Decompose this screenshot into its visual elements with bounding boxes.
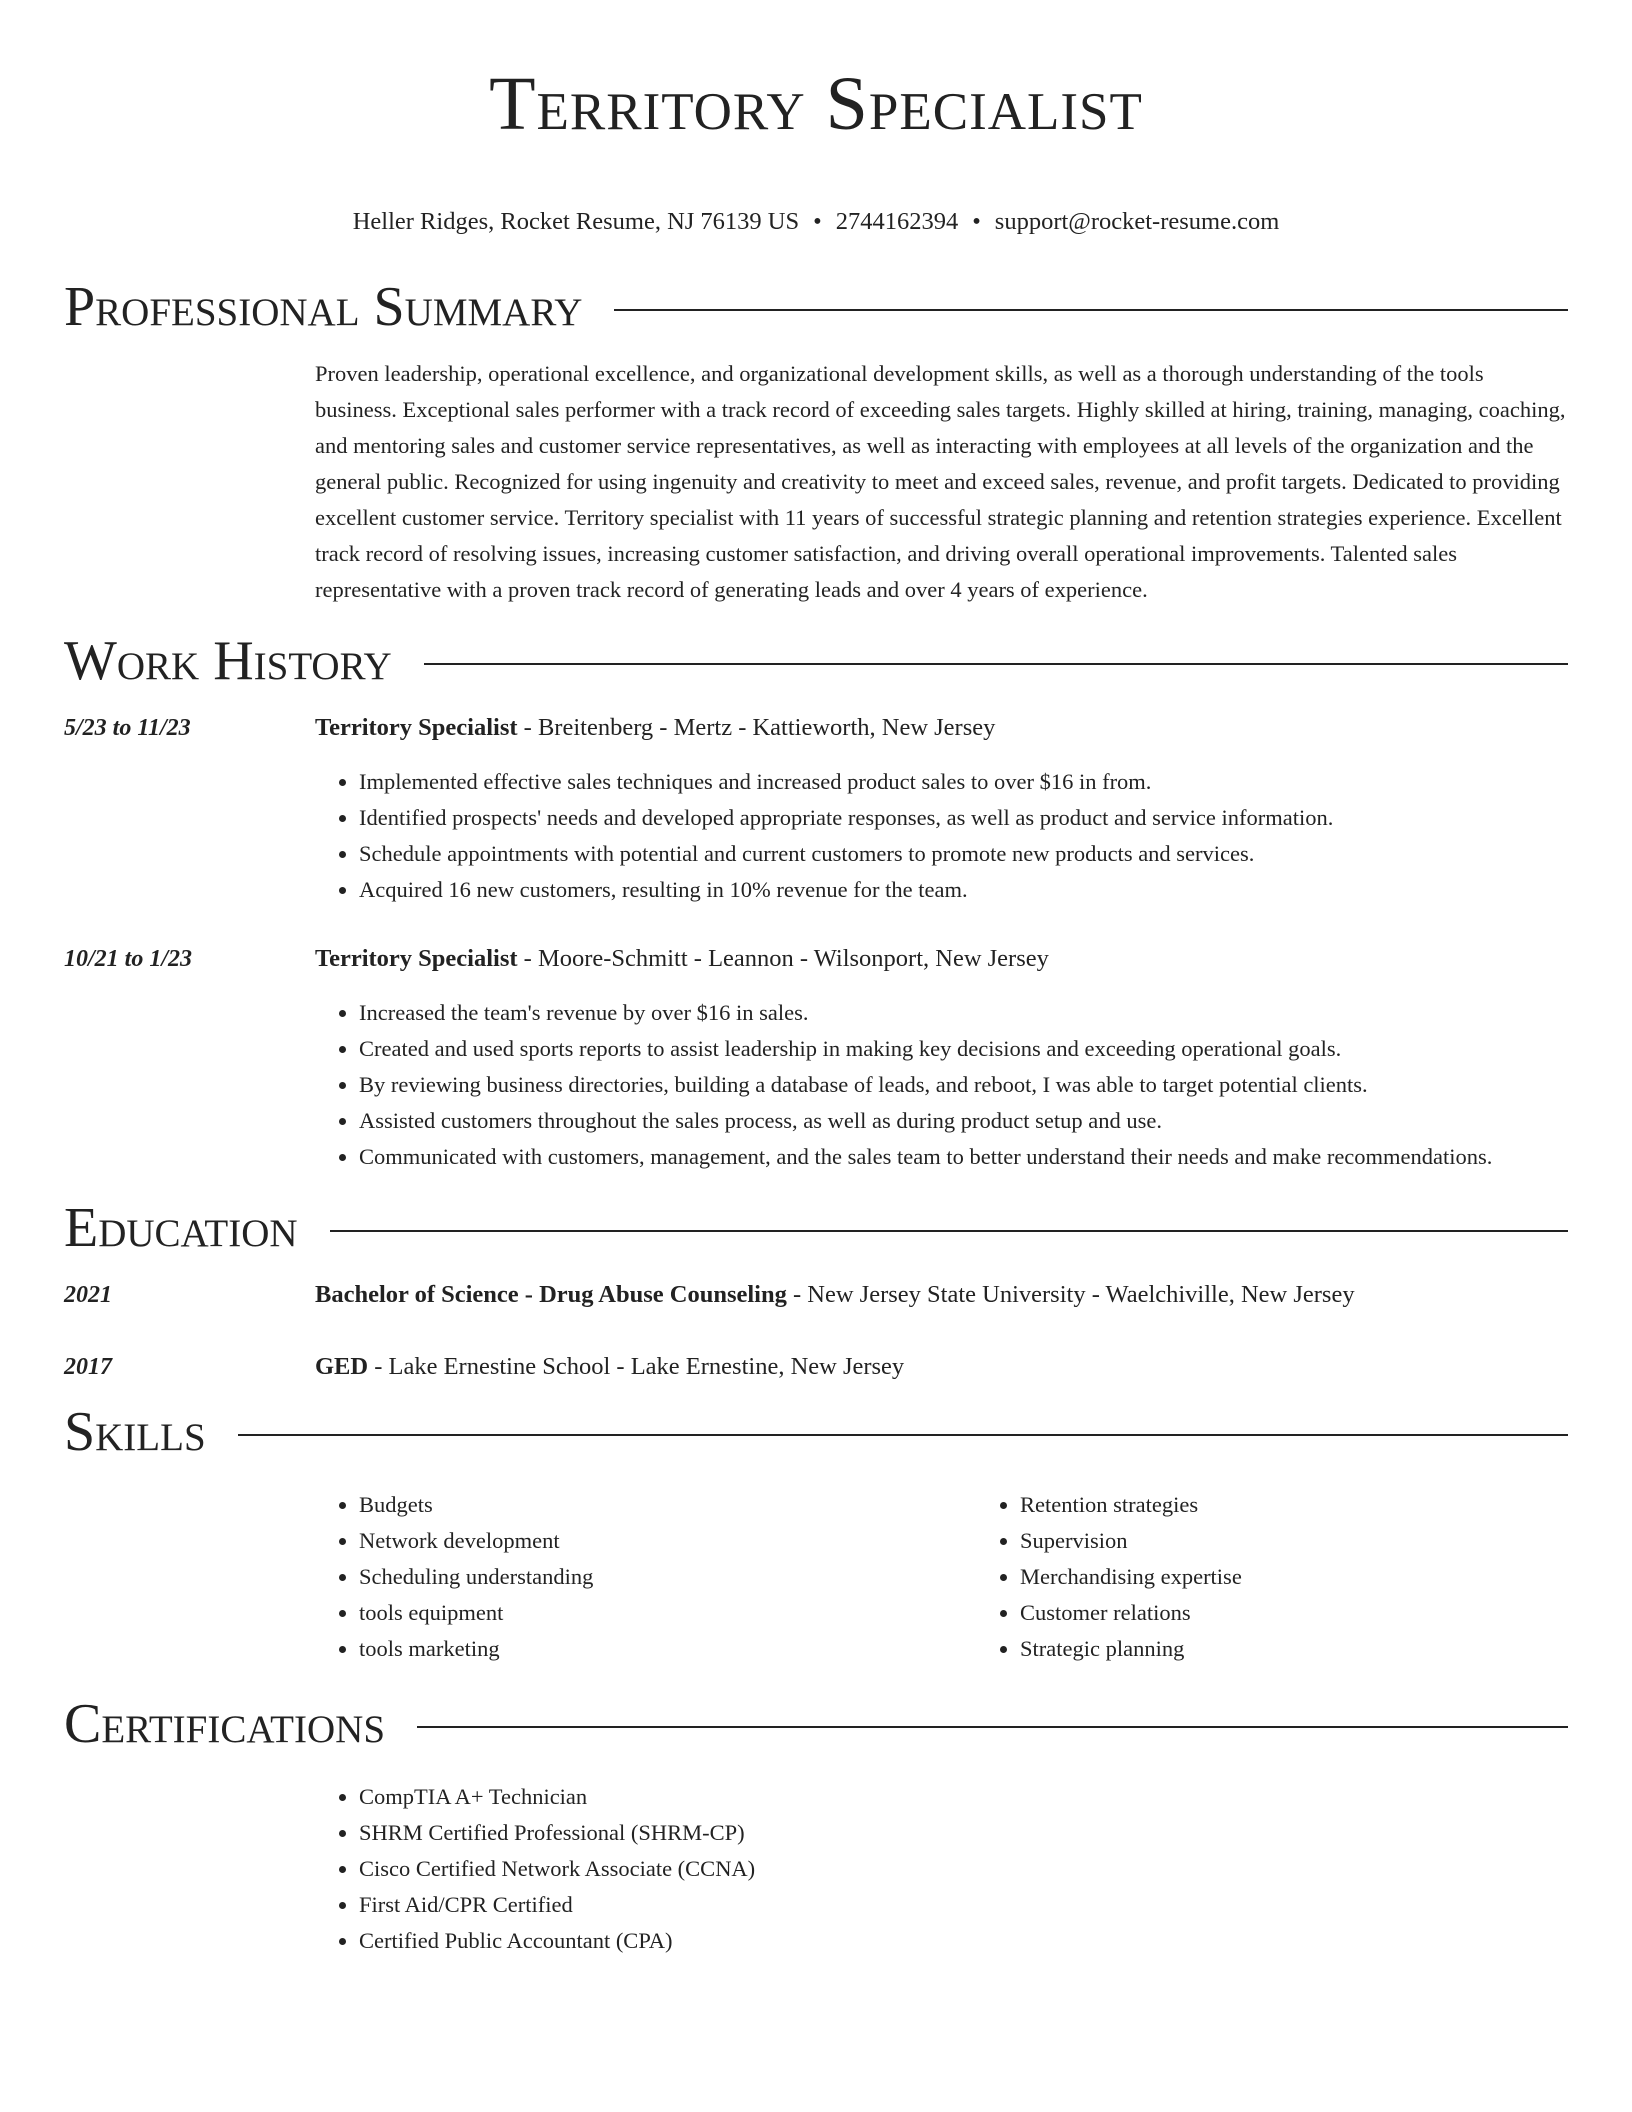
work-section-title: Work History (64, 630, 392, 692)
list-item: • Network development (359, 1523, 976, 1559)
contact-separator: • (972, 208, 981, 235)
list-item: • Acquired 16 new customers, resulting in 10% revenue for the team. (359, 872, 1568, 908)
job-dates: 10/21 to 1/23 (64, 946, 193, 972)
education-details: - Lake Ernestine School - Lake Ernestine, New Jersey (368, 1353, 905, 1380)
job-title-line (315, 710, 1568, 746)
list-item: • tools equipment (359, 1595, 976, 1631)
work-section-header (64, 628, 1568, 694)
education-details: - New Jersey State University - Waelchiville, New Jersey (786, 1281, 1355, 1308)
skills-list (315, 1487, 1568, 1667)
education-degree: Bachelor of Science - Drug Abuse Counseling (315, 1281, 787, 1308)
list-item: • Merchandising expertise (1020, 1559, 1242, 1595)
education-content (315, 1277, 1568, 1313)
education-year: 2021 (64, 1282, 112, 1308)
education-year: 2017 (64, 1354, 112, 1380)
skills-column-1 (315, 1487, 976, 1667)
section-divider (614, 309, 1568, 311)
job-details: - Moore-Schmitt - Leannon - Wilsonport, New Jersey (517, 945, 1049, 972)
skills-section-header (64, 1399, 1568, 1465)
job-title-line (315, 941, 1568, 977)
list-item: • Created and used sports reports to assist leadership in making key decisions and exceeding operational goals. (359, 1031, 1568, 1067)
list-item: • Budgets (359, 1487, 976, 1523)
education-content (315, 1349, 1568, 1385)
list-item: • Communicated with customers, management, and the sales team to better understand their needs and make recommendations. (359, 1139, 1568, 1175)
education-entry (64, 1349, 1568, 1385)
contact-address: Heller Ridges, Rocket Resume, NJ 76139 US (352, 208, 800, 235)
list-item: • CompTIA A+ Technician (359, 1779, 1568, 1815)
summary-section-title: Professional Summary (64, 276, 583, 338)
section-divider (330, 1230, 1568, 1232)
education-entry (64, 1277, 1568, 1313)
list-item: • Assisted customers throughout the sales process, as well as during product setup and use. (359, 1103, 1568, 1139)
list-item: • Schedule appointments with potential and current customers to promote new products and services. (359, 836, 1568, 872)
job-role: Territory Specialist (315, 714, 518, 741)
list-item: • Strategic planning (1020, 1631, 1242, 1667)
contact-phone: 2744162394 (835, 208, 959, 235)
skills-column-2 (976, 1487, 1242, 1667)
list-item: • tools marketing (359, 1631, 976, 1667)
list-item: • Certified Public Accountant (CPA) (359, 1923, 1568, 1959)
job-bullets (315, 995, 1568, 1175)
list-item: • Scheduling understanding (359, 1559, 976, 1595)
list-item: • Retention strategies (1020, 1487, 1242, 1523)
education-degree: GED (315, 1353, 369, 1380)
list-item: • Cisco Certified Network Associate (CCNA) (359, 1851, 1568, 1887)
education-section-header (64, 1195, 1568, 1261)
job-role: Territory Specialist (315, 945, 518, 972)
summary-section-header (64, 274, 1568, 340)
list-item: • Customer relations (1020, 1595, 1242, 1631)
candidate-name: Territory Specialist (489, 62, 1143, 146)
certifications-list (315, 1779, 1568, 1959)
section-divider (417, 1726, 1568, 1728)
job-entry (64, 941, 1568, 977)
contact-separator: • (813, 208, 822, 235)
contact-email: support@rocket-resume.com (994, 208, 1280, 235)
list-item: • SHRM Certified Professional (SHRM-CP) (359, 1815, 1568, 1851)
education-section-title: Education (64, 1197, 298, 1259)
job-details: - Breitenberg - Mertz - Kattieworth, New Jersey (517, 714, 996, 741)
section-divider (424, 663, 1568, 665)
job-bullets (315, 764, 1568, 908)
certifications-section-title: Certifications (64, 1693, 386, 1755)
list-item: • First Aid/CPR Certified (359, 1887, 1568, 1923)
list-item: • Identified prospects' needs and developed appropriate responses, as well as product and service information. (359, 800, 1568, 836)
job-entry (64, 710, 1568, 746)
list-item: • Supervision (1020, 1523, 1242, 1559)
section-divider (238, 1434, 1568, 1436)
summary-text: Proven leadership, operational excellence, and organizational development skills, as well as a thorough understanding of the tools business. Exceptional sales performer with a track record of exceeding sales targets. Highly skilled at hiring, training, managing, coaching, and mentoring sales and customer service representatives, as well as interacting with employees at all levels of the organization and the general public. Recognized for using ingenuity and creativity to meet and exceed sales, revenue, and profit targets. Dedicated to providing excellent customer service. Territory specialist with 11 years of successful strategic planning and retention strategies experience. Excellent track record of resolving issues, increasing customer satisfaction, and driving overall operational improvements. Talented sales representative with a proven track record of generating leads and over 4 years of experience. (315, 361, 1566, 602)
job-dates: 5/23 to 11/23 (64, 715, 191, 741)
job-content (315, 941, 1568, 977)
list-item: • Increased the team's revenue by over $16 in sales. (359, 995, 1568, 1031)
skills-section-title: Skills (64, 1401, 206, 1463)
list-item: • Implemented effective sales techniques and increased product sales to over $16 in from. (359, 764, 1568, 800)
contact-line (64, 206, 1568, 238)
certifications-section-header (64, 1691, 1568, 1757)
list-item: • By reviewing business directories, building a database of leads, and reboot, I was able to target potential clients. (359, 1067, 1568, 1103)
job-content (315, 710, 1568, 746)
